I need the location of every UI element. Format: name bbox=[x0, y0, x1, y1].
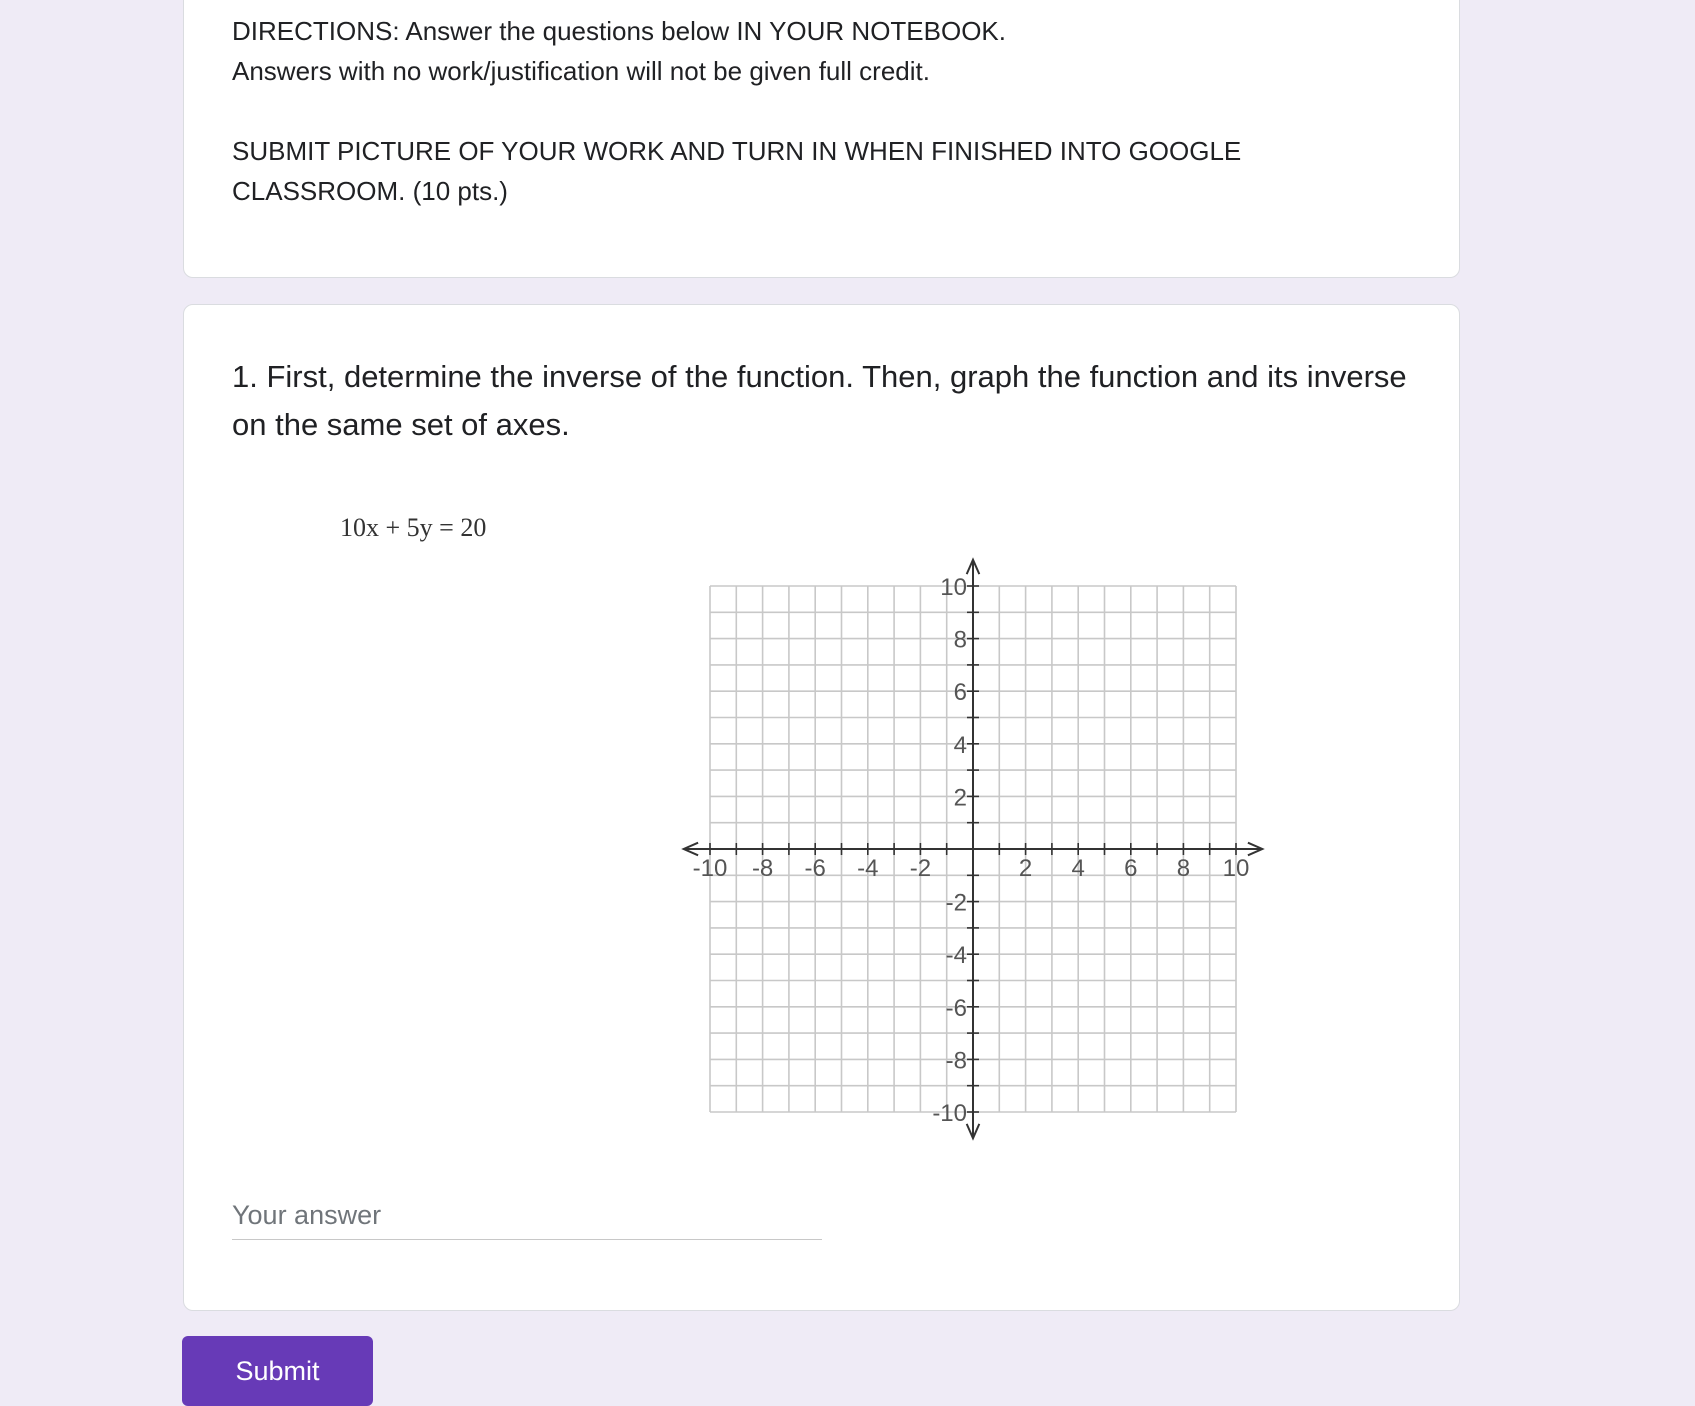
y-tick-label: 6 bbox=[953, 679, 967, 707]
directions-line-2: Answers with no work/justification will not be given full credit. bbox=[232, 56, 930, 86]
y-tick-label: -8 bbox=[945, 1047, 967, 1075]
submit-button[interactable]: Submit bbox=[182, 1336, 373, 1406]
y-tick-label: -6 bbox=[945, 994, 967, 1022]
coordinate-grid bbox=[692, 555, 1359, 1155]
x-tick-label: 8 bbox=[1176, 855, 1191, 882]
y-tick-label: -10 bbox=[932, 1100, 967, 1127]
x-tick-label: -2 bbox=[909, 855, 932, 882]
question-card bbox=[183, 304, 1460, 1311]
x-tick-label: -10 bbox=[692, 855, 728, 882]
x-tick-label: 6 bbox=[1124, 855, 1138, 882]
directions-line-1: DIRECTIONS: Answer the questions below IN YOUR NOTEBOOK. bbox=[232, 16, 1006, 46]
question-title: 1. First, determine the inverse of the function. Then, graph the function and its inverse on the same set of axes. bbox=[232, 359, 1407, 442]
answer-input[interactable] bbox=[232, 1191, 822, 1240]
directions-text bbox=[232, 11, 1392, 211]
y-tick-label: 8 bbox=[953, 626, 967, 654]
y-tick-label: 4 bbox=[953, 731, 967, 759]
y-tick-label: -4 bbox=[945, 942, 967, 970]
x-tick-label: 10 bbox=[1222, 855, 1250, 882]
x-tick-label: -6 bbox=[804, 855, 826, 882]
function-equation: 10x + 5y = 20 bbox=[340, 513, 487, 542]
y-tick-label: -2 bbox=[945, 889, 967, 917]
x-axis-labels bbox=[693, 855, 1250, 882]
x-tick-label: 2 bbox=[1018, 855, 1033, 882]
directions-line-4: CLASSROOM. (10 pts.) bbox=[232, 176, 508, 206]
y-tick-label: 2 bbox=[953, 784, 967, 812]
x-tick-label: -8 bbox=[751, 855, 774, 882]
y-axis-labels bbox=[932, 574, 967, 1127]
x-tick-label: 4 bbox=[1071, 855, 1085, 882]
x-tick-label: -4 bbox=[857, 855, 879, 882]
axes bbox=[684, 560, 1263, 1139]
directions-card bbox=[183, 0, 1460, 278]
directions-line-3: SUBMIT PICTURE OF YOUR WORK AND TURN IN WHEN FINISHED INTO GOOGLE bbox=[232, 136, 1242, 166]
y-tick-label: 10 bbox=[940, 574, 967, 601]
